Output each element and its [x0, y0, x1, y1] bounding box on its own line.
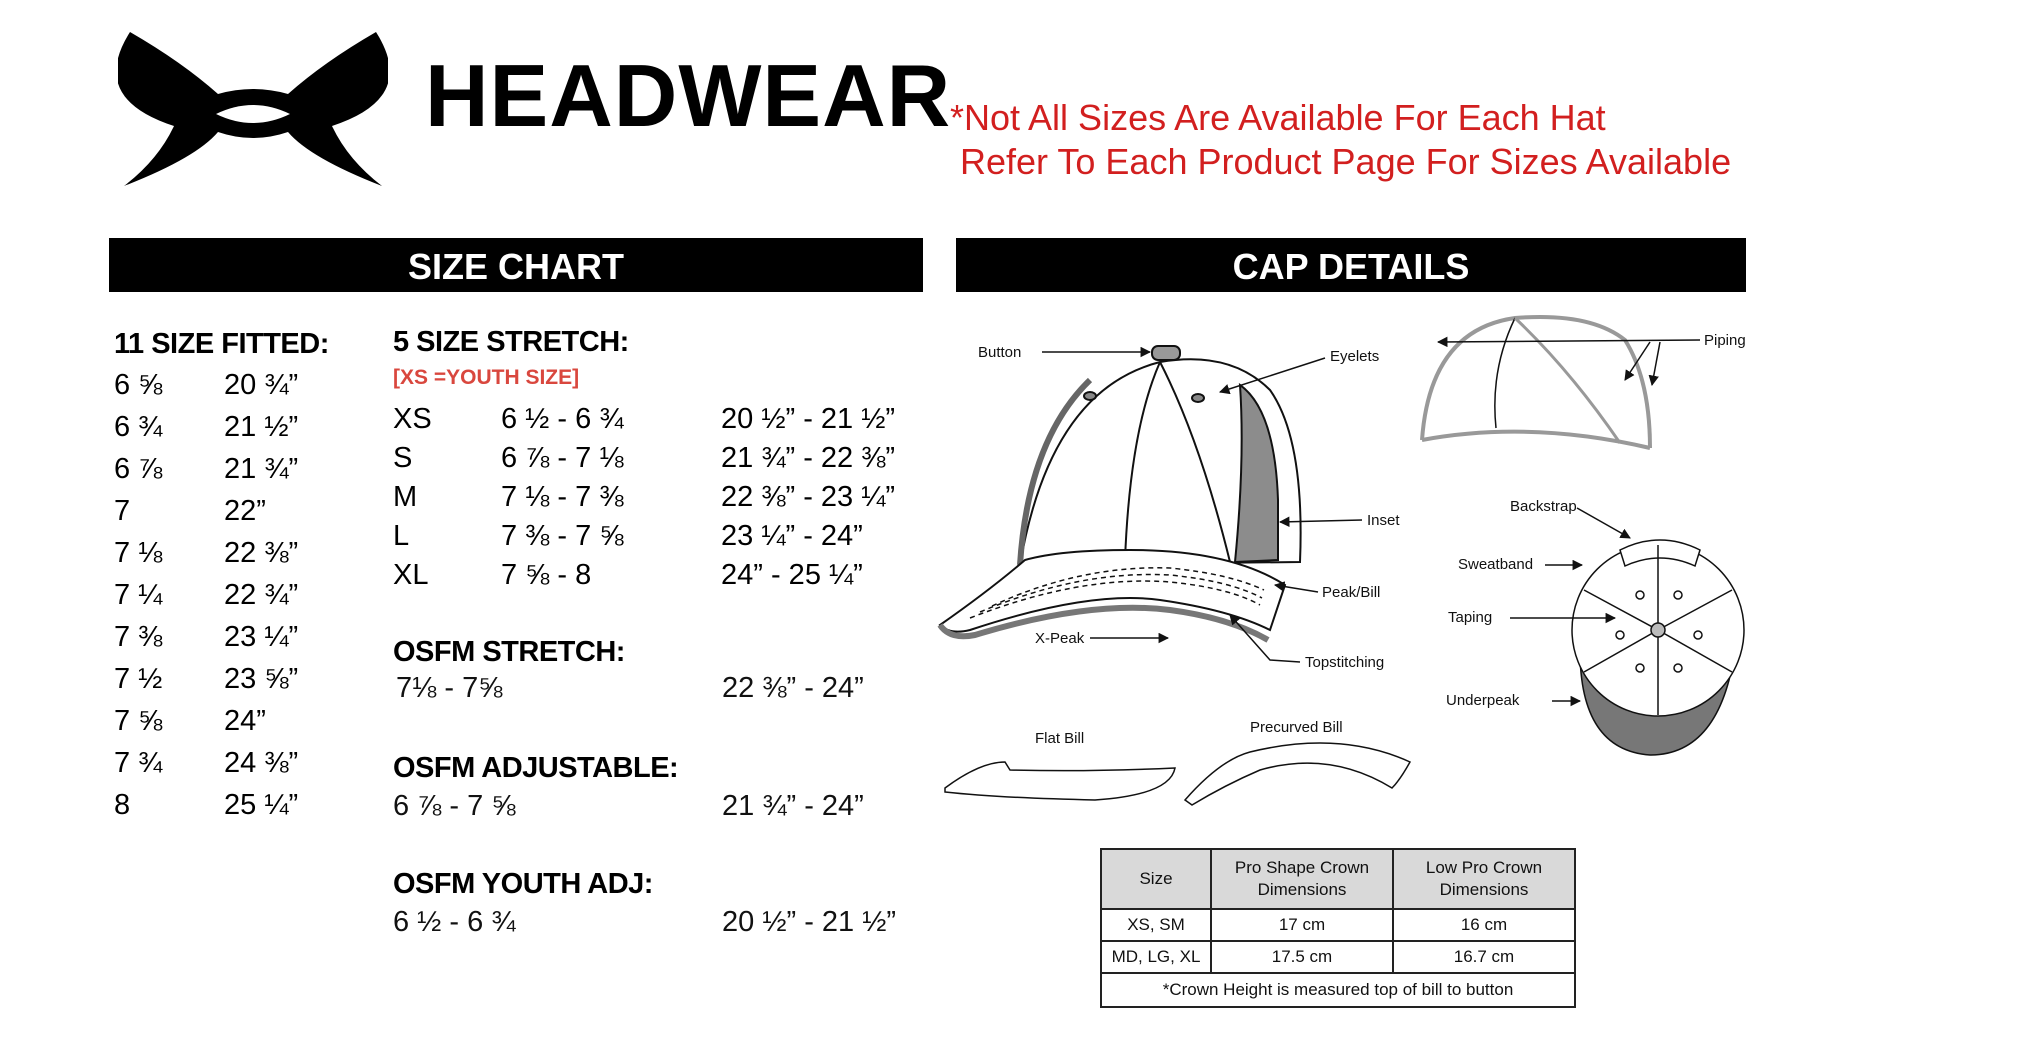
- fitted-row: 7 ¾ 24 ⅜”: [114, 747, 299, 779]
- label-piping: Piping: [1704, 332, 1746, 349]
- stretch-heading: 5 SIZE STRETCH:: [393, 326, 629, 358]
- crown-dimension-table: [1100, 848, 1576, 1008]
- table-cell: 16 cm: [1393, 909, 1575, 941]
- availability-note: [950, 96, 1731, 184]
- osfm-stretch-heading: OSFM STRETCH:: [393, 636, 625, 668]
- table-footnote: *Crown Height is measured top of bill to button: [1101, 973, 1575, 1007]
- label-inset: Inset: [1367, 512, 1400, 529]
- label-button: Button: [978, 344, 1022, 361]
- table-cell: 17 cm: [1211, 909, 1393, 941]
- fitted-list: [114, 364, 298, 826]
- label-topstitching: Topstitching: [1305, 654, 1385, 671]
- cap-piping-view: [1422, 317, 1700, 448]
- fitted-row: 6 ⅞ 21 ¾”: [114, 453, 299, 485]
- osfm-youth-circumference: 20 ½” - 21 ½”: [722, 906, 897, 938]
- table-cell: 17.5 cm: [1211, 941, 1393, 973]
- cap-underside-view: [1510, 508, 1744, 755]
- fitted-row: 7 ⅝ 24”: [114, 705, 266, 737]
- availability-note-line2: Refer To Each Product Page For Sizes Available: [960, 141, 1732, 182]
- table-row: [1101, 909, 1575, 941]
- fitted-row: 7 22”: [114, 495, 266, 527]
- osfm-stretch-range: 7⅛ - 7⅝: [396, 672, 503, 704]
- stretch-row: S 6 ⅞ - 7 ⅛ 21 ¾” - 22 ⅜”: [393, 442, 896, 474]
- availability-note-line1: *Not All Sizes Are Available For Each Hat: [950, 97, 1606, 138]
- fitted-row: 7 ½ 23 ⅝”: [114, 663, 299, 695]
- label-peak-bill: Peak/Bill: [1322, 584, 1381, 601]
- label-eyelets: Eyelets: [1330, 348, 1380, 365]
- fitted-row: 6 ¾ 21 ½”: [114, 411, 299, 443]
- page-title: HEADWEAR: [425, 46, 952, 145]
- label-underpeak: Underpeak: [1446, 692, 1520, 709]
- osfm-adjustable-circumference: 21 ¾” - 24”: [722, 790, 864, 822]
- brand-logo: [118, 28, 388, 188]
- fitted-row: 7 ⅛ 22 ⅜”: [114, 537, 299, 569]
- osfm-adjustable-range: 6 ⅞ - 7 ⅝: [393, 790, 516, 822]
- fitted-row: 8 25 ¼”: [114, 789, 299, 821]
- osfm-youth-range: 6 ½ - 6 ¾: [393, 906, 516, 938]
- label-backstrap: Backstrap: [1510, 498, 1577, 515]
- stretch-row: XL 7 ⅝ - 8 24” - 25 ¼”: [393, 559, 863, 591]
- osfm-stretch-circumference: 22 ⅜” - 24”: [722, 672, 864, 704]
- stretch-row: M 7 ⅛ - 7 ⅜ 22 ⅜” - 23 ¼”: [393, 481, 896, 513]
- stretch-row: L 7 ⅜ - 7 ⅝ 23 ¼” - 24”: [393, 520, 863, 552]
- flat-bill-shape: [945, 762, 1175, 800]
- label-taping: Taping: [1448, 609, 1493, 626]
- stretch-list: [393, 400, 895, 595]
- table-cell: XS, SM: [1101, 909, 1211, 941]
- cap-side-view: [940, 346, 1301, 640]
- fitted-row: 7 ⅜ 23 ¼”: [114, 621, 299, 653]
- table-header: Low Pro Crown Dimensions: [1393, 849, 1575, 909]
- cap-details-header: CAP DETAILS: [956, 238, 1746, 292]
- fitted-row: 6 ⅝ 20 ¾”: [114, 369, 299, 401]
- stretch-row: XS 6 ½ - 6 ¾ 20 ½” - 21 ½”: [393, 403, 896, 435]
- cap-diagram: [930, 300, 1750, 830]
- size-chart-header: SIZE CHART: [109, 238, 923, 292]
- table-cell: 16.7 cm: [1393, 941, 1575, 973]
- fitted-row: 7 ¼ 22 ¾”: [114, 579, 299, 611]
- table-header: Size: [1101, 849, 1211, 909]
- table-footnote-row: [1101, 973, 1575, 1007]
- label-flat-bill: Flat Bill: [1035, 730, 1085, 747]
- precurved-bill-shape: [1185, 743, 1410, 805]
- label-precurved-bill: Precurved Bill: [1250, 719, 1343, 736]
- table-cell: MD, LG, XL: [1101, 941, 1211, 973]
- youth-size-note: [XS =YOUTH SIZE]: [393, 366, 580, 389]
- fitted-heading: 11 SIZE FITTED:: [114, 328, 329, 360]
- osfm-youth-heading: OSFM YOUTH ADJ:: [393, 868, 653, 900]
- osfm-adjustable-heading: OSFM ADJUSTABLE:: [393, 752, 679, 784]
- table-header: Pro Shape Crown Dimensions: [1211, 849, 1393, 909]
- label-x-peak: X-Peak: [1035, 630, 1085, 647]
- table-row: [1101, 941, 1575, 973]
- label-sweatband: Sweatband: [1458, 556, 1534, 573]
